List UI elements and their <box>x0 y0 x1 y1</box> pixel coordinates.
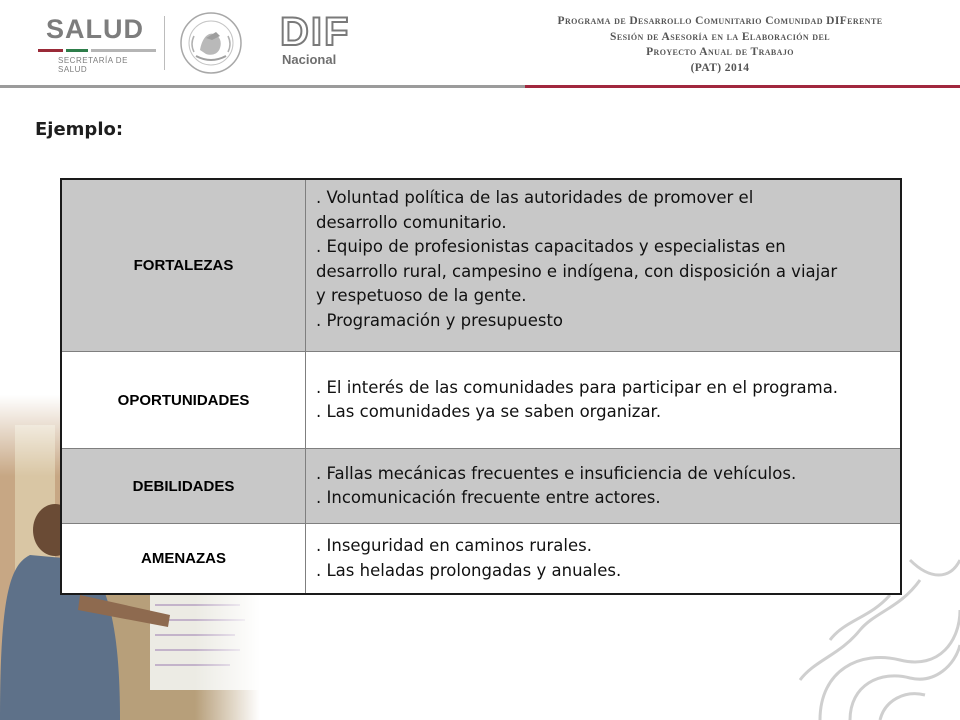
program-title <box>500 14 940 76</box>
row-content-oportunidades <box>306 352 900 448</box>
header-rule-red <box>525 85 960 88</box>
content-line: . Programación y presupuesto <box>316 310 564 330</box>
dif-logo-word: DIF <box>280 10 351 54</box>
content-line: desarrollo comunitario. <box>316 212 507 232</box>
program-title-line: Proyecto Anual de Trabajo <box>646 46 794 58</box>
mexican-seal-icon <box>176 10 246 76</box>
program-title-line: Sesión de Asesoría en la Elaboración del <box>610 30 830 43</box>
table-row-amenazas <box>62 524 900 593</box>
program-title-line: (PAT) 2014 <box>690 61 750 74</box>
program-title-line: Programa de Desarrollo Comunitario Comunidad DIFerente <box>557 15 883 27</box>
row-label-oportunidades: OPORTUNIDADES <box>62 352 306 448</box>
content-line: desarrollo rural, campesino e indígena, con disposición a viajar <box>316 261 838 281</box>
header-divider <box>164 16 165 70</box>
content-line: y respetuoso de la gente. <box>316 286 527 305</box>
salud-logo-subtitle: SECRETARÍA DE SALUD <box>58 56 128 74</box>
row-content-amenazas <box>306 524 900 593</box>
table-row-oportunidades <box>62 352 900 449</box>
dif-logo <box>280 10 351 70</box>
slide-header <box>0 0 960 86</box>
dif-logo-nacional: Nacional <box>282 52 337 67</box>
row-label-amenazas: AMENAZAS <box>62 524 306 593</box>
content-line: . Las comunidades ya se saben organizar. <box>316 402 662 421</box>
content-line: . Voluntad política de las autoridades de promover el <box>316 188 754 207</box>
example-label: Ejemplo: <box>35 119 124 140</box>
row-label-fortalezas: FORTALEZAS <box>62 180 306 351</box>
salud-logo-bar-gray <box>91 49 156 52</box>
table-row-debilidades <box>62 449 900 524</box>
table-row-fortalezas <box>62 180 900 352</box>
salud-logo <box>38 14 158 74</box>
content-line: . Fallas mecánicas frecuentes e insuficiencia de vehículos. <box>316 463 797 483</box>
row-label-debilidades: DEBILIDADES <box>62 449 306 523</box>
row-content-debilidades <box>306 449 900 523</box>
content-line: . Incomunicación frecuente entre actores. <box>316 488 661 507</box>
salud-logo-word: SALUD <box>46 14 144 44</box>
content-line: . Las heladas prolongadas y anuales. <box>316 560 622 580</box>
content-line: . El interés de las comunidades para participar en el programa. <box>316 377 839 397</box>
foda-table <box>60 178 902 595</box>
salud-logo-bar-red <box>38 49 63 52</box>
header-rule-gray <box>0 85 525 88</box>
content-line: . Inseguridad en caminos rurales. <box>316 536 592 555</box>
content-line: . Equipo de profesionistas capacitados y especialistas en <box>316 237 786 256</box>
salud-logo-bar-green <box>66 49 88 52</box>
row-content-fortalezas <box>306 180 900 351</box>
